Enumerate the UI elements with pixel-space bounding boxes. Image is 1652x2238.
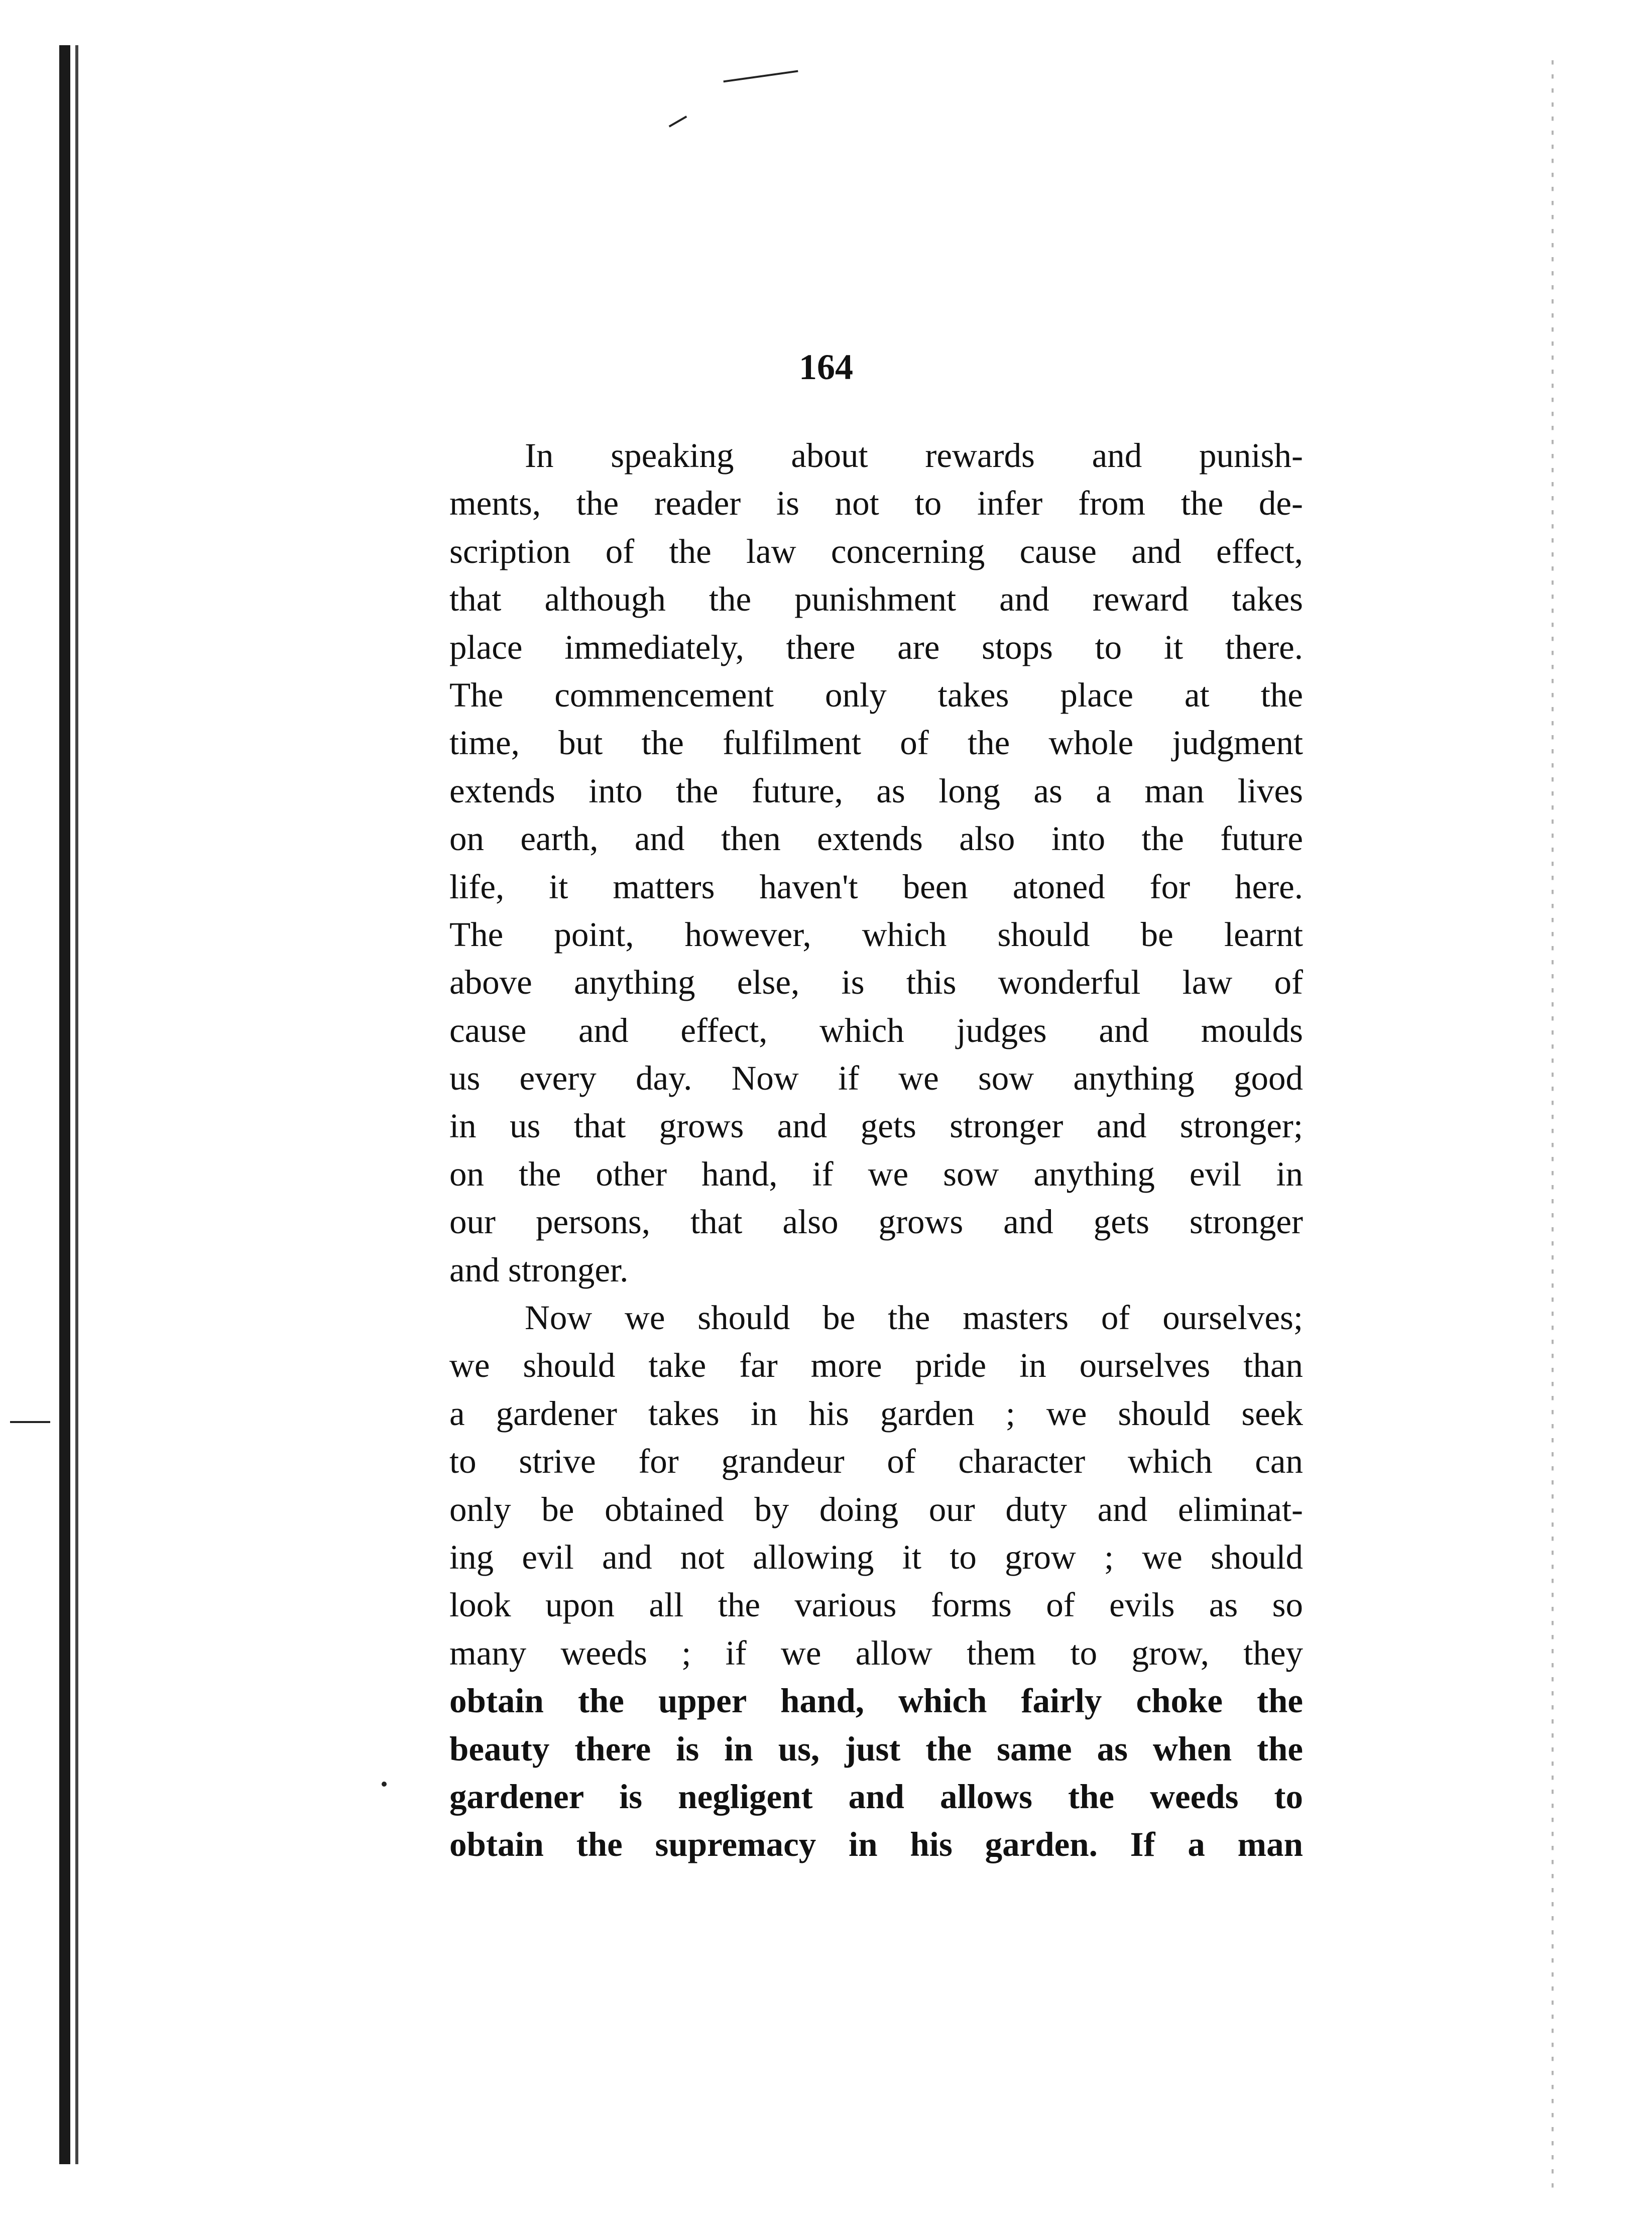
text-line: extends into the future, as long as a man lives (449, 771, 1303, 810)
text-line: time, but the fulfilment of the whole judgment (449, 724, 1303, 762)
text-line: In speaking about rewards and punish- (525, 436, 1303, 475)
text-line: scription of the law concerning cause and effect, (449, 532, 1303, 570)
text-line: to strive for grandeur of character which can (449, 1442, 1303, 1481)
text-line: place immediately, there are stops to it there. (449, 628, 1303, 666)
text-line: The point, however, which should be learnt (449, 915, 1303, 954)
text-line: our persons, that also grows and gets stronger (449, 1203, 1303, 1241)
text-line: in us that grows and gets stronger and stronger; (449, 1107, 1303, 1145)
text-line: only be obtained by doing our duty and eliminat- (449, 1490, 1303, 1528)
text-line: on the other hand, if we sow anything evil in (449, 1154, 1303, 1193)
scan-mark-left (10, 1421, 50, 1423)
text-line: ments, the reader is not to infer from the de- (449, 484, 1303, 523)
page-number: 164 (799, 347, 853, 387)
text-line: cause and effect, which judges and moulds (449, 1011, 1303, 1049)
text-line: The commencement only takes place at the (449, 675, 1303, 714)
scan-mark-dot (382, 1782, 387, 1787)
text-line: that although the punishment and reward takes (449, 580, 1303, 619)
text-line: we should take far more pride in ourselves than (449, 1346, 1303, 1385)
text-line: a gardener takes in his garden ; we should seek (449, 1394, 1303, 1433)
text-line: life, it matters haven't been atoned for here. (449, 867, 1303, 906)
text-line: on earth, and then extends also into the future (449, 819, 1303, 858)
body-text (449, 432, 1303, 1869)
text-line: look upon all the various forms of evils as so (449, 1586, 1303, 1624)
scan-mark-top (723, 70, 798, 83)
text-line: above anything else, is this wonderful law of (449, 963, 1303, 1002)
text-line: Now we should be the masters of ourselves; (525, 1299, 1303, 1337)
text-line: ing evil and not allowing it to grow ; we should (449, 1538, 1303, 1576)
text-line: us every day. Now if we sow anything good (449, 1059, 1303, 1098)
text-line: gardener is negligent and allows the weeds to (449, 1777, 1303, 1816)
text-line: many weeds ; if we allow them to grow, they (449, 1633, 1303, 1672)
text-line: and stronger. (449, 1250, 629, 1289)
text-line: obtain the upper hand, which fairly choke the (449, 1682, 1303, 1720)
text-line: beauty there is in us, just the same as when the (449, 1729, 1303, 1768)
scan-mark-top-small (669, 115, 687, 127)
text-line: obtain the supremacy in his garden. If a man (449, 1825, 1303, 1864)
